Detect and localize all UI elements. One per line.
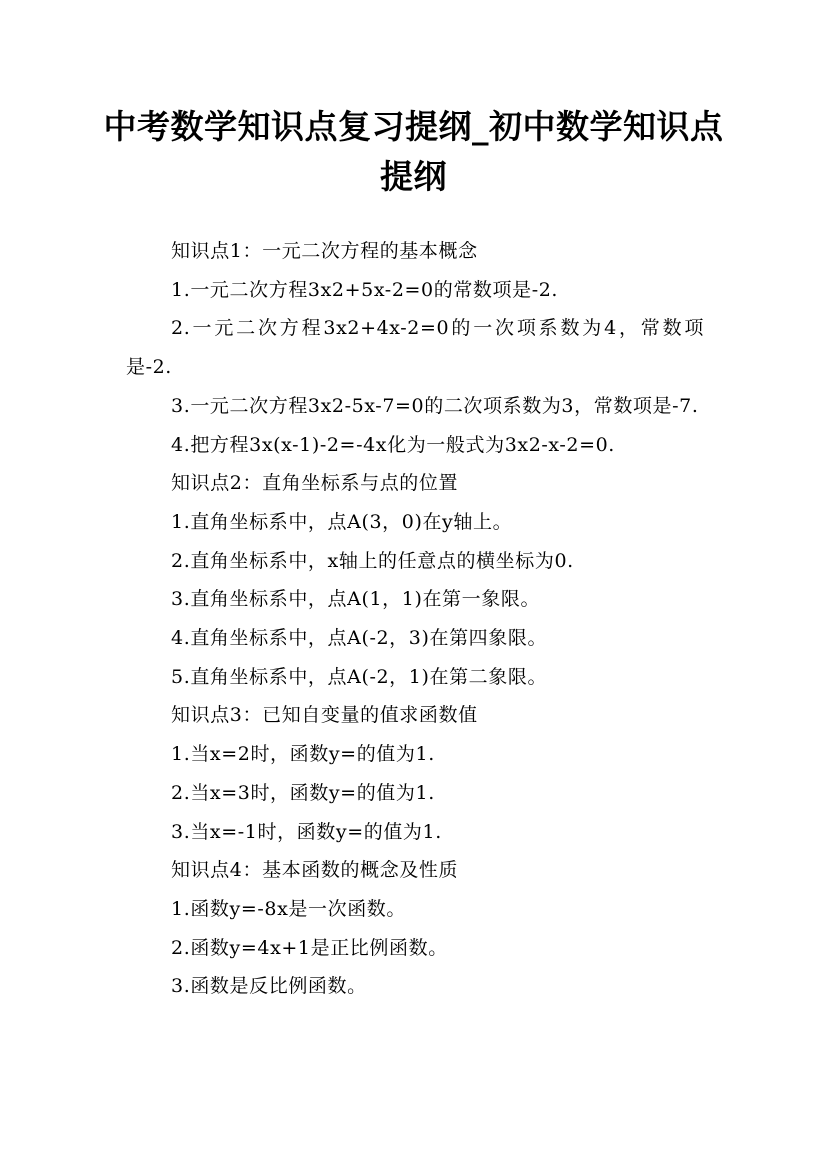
section-heading-1: 知识点1：一元二次方程的基本概念 [171,240,478,262]
paragraph: 4.把方程3x(x-1)-2=-4x化为一般式为3x2-x-2=0. [171,433,615,456]
paragraph: 3.当x=-1时，函数y=的值为1. [171,820,442,843]
paragraph: 3.函数是反比例函数。 [171,975,367,998]
paragraph: 5.直角坐标系中，点A(-2，1)在第二象限。 [171,665,548,688]
paragraph: 3.直角坐标系中，点A(1，1)在第一象限。 [171,588,541,611]
section-heading-3: 知识点3：已知自变量的值求函数值 [171,704,478,727]
paragraph: 2.直角坐标系中，x轴上的任意点的横坐标为0. [171,549,574,572]
paragraph: 1.函数y=-8x是一次函数。 [171,897,407,920]
document-body [126,232,704,1006]
paragraph: 2.一元二次方程3x2+4x-2=0的一次项系数为4，常数项是-2. [126,317,704,379]
section-heading-2: 知识点2：直角坐标系与点的位置 [171,472,459,495]
document-title: 中考数学知识点复习提纲_初中数学知识点提纲 [103,107,724,196]
paragraph: 1.当x=2时，函数y=的值为1. [171,743,435,766]
paragraph: 2.当x=3时，函数y=的值为1. [171,781,435,804]
paragraph: 1.一元二次方程3x2+5x-2=0的常数项是-2. [171,278,559,301]
section-heading-4: 知识点4：基本函数的概念及性质 [171,859,459,882]
paragraph: 3.一元二次方程3x2-5x-7=0的二次项系数为3，常数项是-7. [171,394,699,417]
paragraph: 4.直角坐标系中，点A(-2，3)在第四象限。 [171,627,548,650]
paragraph: 1.直角坐标系中，点A(3，0)在y轴上。 [171,510,513,533]
paragraph: 2.函数y=4x+1是正比例函数。 [171,936,448,959]
